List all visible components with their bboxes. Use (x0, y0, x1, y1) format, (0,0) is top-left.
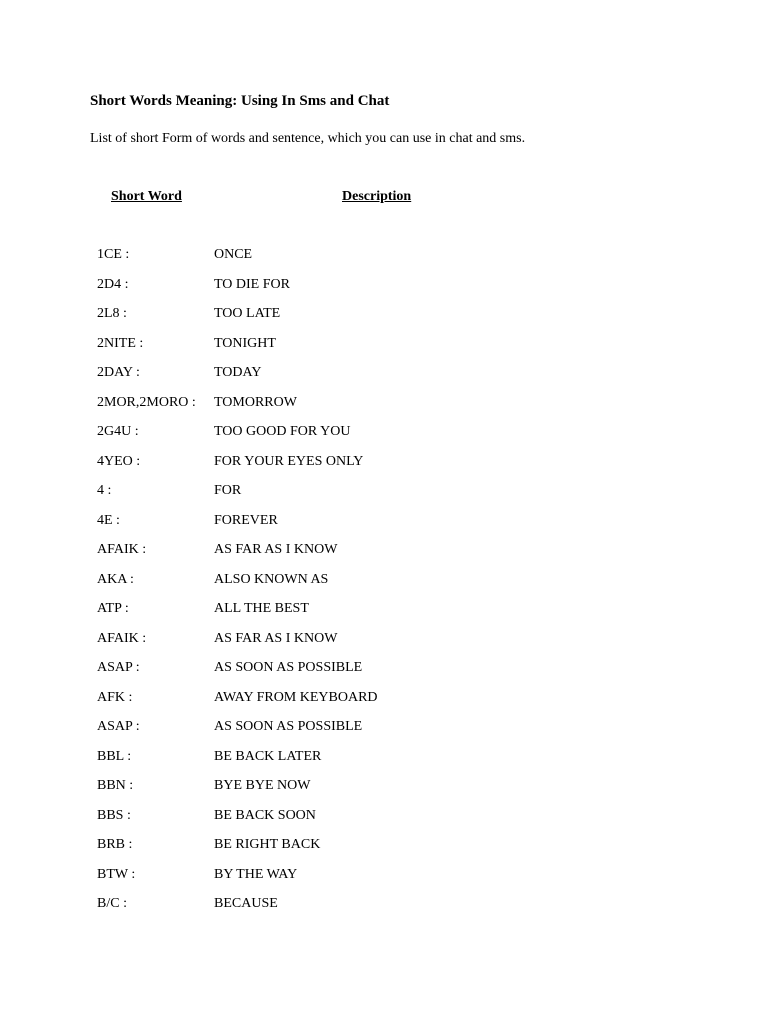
list-item (0, 572, 768, 602)
list-item (0, 454, 768, 484)
short-word: 1CE : (97, 247, 130, 262)
short-word: AKA : (97, 571, 134, 587)
abbreviation-list (0, 247, 768, 926)
intro-text: List of short Form of words and sentence, which you can use in chat and sms. (90, 131, 526, 146)
list-item (0, 306, 768, 336)
list-item (0, 896, 768, 926)
description: TOO GOOD FOR YOU (214, 424, 351, 439)
list-item (0, 483, 768, 513)
description: FOREVER (214, 512, 278, 528)
description: FOR YOUR EYES ONLY (214, 453, 364, 469)
description: AS SOON AS POSSIBLE (214, 719, 363, 734)
list-item (0, 631, 768, 661)
column-header-description: Description (342, 189, 412, 204)
short-word: 2NITE : (97, 335, 144, 351)
list-item (0, 778, 768, 808)
list-item (0, 365, 768, 395)
list-item (0, 690, 768, 720)
page-title: Short Words Meaning: Using In Sms and Chat (90, 93, 390, 109)
short-word: 2DAY : (97, 365, 140, 380)
description: AS SOON AS POSSIBLE (214, 660, 363, 675)
list-item (0, 336, 768, 366)
short-word: AFK : (97, 689, 133, 705)
description: AS FAR AS I KNOW (214, 630, 338, 646)
short-word: 4 : (97, 483, 112, 498)
short-word: ASAP : (97, 719, 140, 734)
column-header-short-word: Short Word (111, 189, 182, 204)
list-item (0, 513, 768, 543)
description: FOR (214, 483, 242, 498)
short-word: 2L8 : (97, 306, 127, 321)
description: TODAY (214, 365, 262, 380)
list-item (0, 749, 768, 779)
short-word: BBL : (97, 748, 132, 764)
description: ALSO KNOWN AS (214, 571, 329, 587)
short-word: BBS : (97, 807, 131, 823)
description: TONIGHT (214, 335, 276, 351)
short-word: 4E : (97, 512, 120, 528)
description: TOO LATE (214, 306, 281, 321)
list-item (0, 837, 768, 867)
short-word: 2G4U : (97, 424, 139, 439)
short-word: 4YEO : (97, 453, 141, 469)
description: AS FAR AS I KNOW (214, 542, 338, 557)
description: BYE BYE NOW (214, 778, 311, 793)
list-item (0, 395, 768, 425)
short-word: BBN : (97, 778, 134, 793)
list-item (0, 247, 768, 277)
list-item (0, 660, 768, 690)
list-item (0, 601, 768, 631)
list-item (0, 867, 768, 897)
list-item (0, 719, 768, 749)
description: BE BACK LATER (214, 748, 322, 764)
short-word: BTW : (97, 866, 136, 882)
list-item (0, 424, 768, 454)
short-word: B/C : (97, 896, 127, 911)
list-item (0, 542, 768, 572)
description: TO DIE FOR (214, 276, 290, 292)
description: BE RIGHT BACK (214, 837, 321, 852)
short-word: AFAIK : (97, 542, 147, 557)
description: ONCE (214, 247, 253, 262)
short-word: ATP : (97, 601, 129, 616)
description: ALL THE BEST (214, 601, 309, 616)
description: AWAY FROM KEYBOARD (214, 689, 378, 705)
description: BE BACK SOON (214, 807, 316, 823)
list-item (0, 808, 768, 838)
short-word: BRB : (97, 837, 133, 852)
short-word: 2D4 : (97, 276, 129, 292)
short-word: AFAIK : (97, 630, 147, 646)
list-item (0, 277, 768, 307)
description: TOMORROW (214, 394, 297, 410)
description: BY THE WAY (214, 866, 298, 882)
short-word: ASAP : (97, 660, 140, 675)
description: BECAUSE (214, 896, 278, 911)
short-word: 2MOR,2MORO : (97, 394, 196, 410)
